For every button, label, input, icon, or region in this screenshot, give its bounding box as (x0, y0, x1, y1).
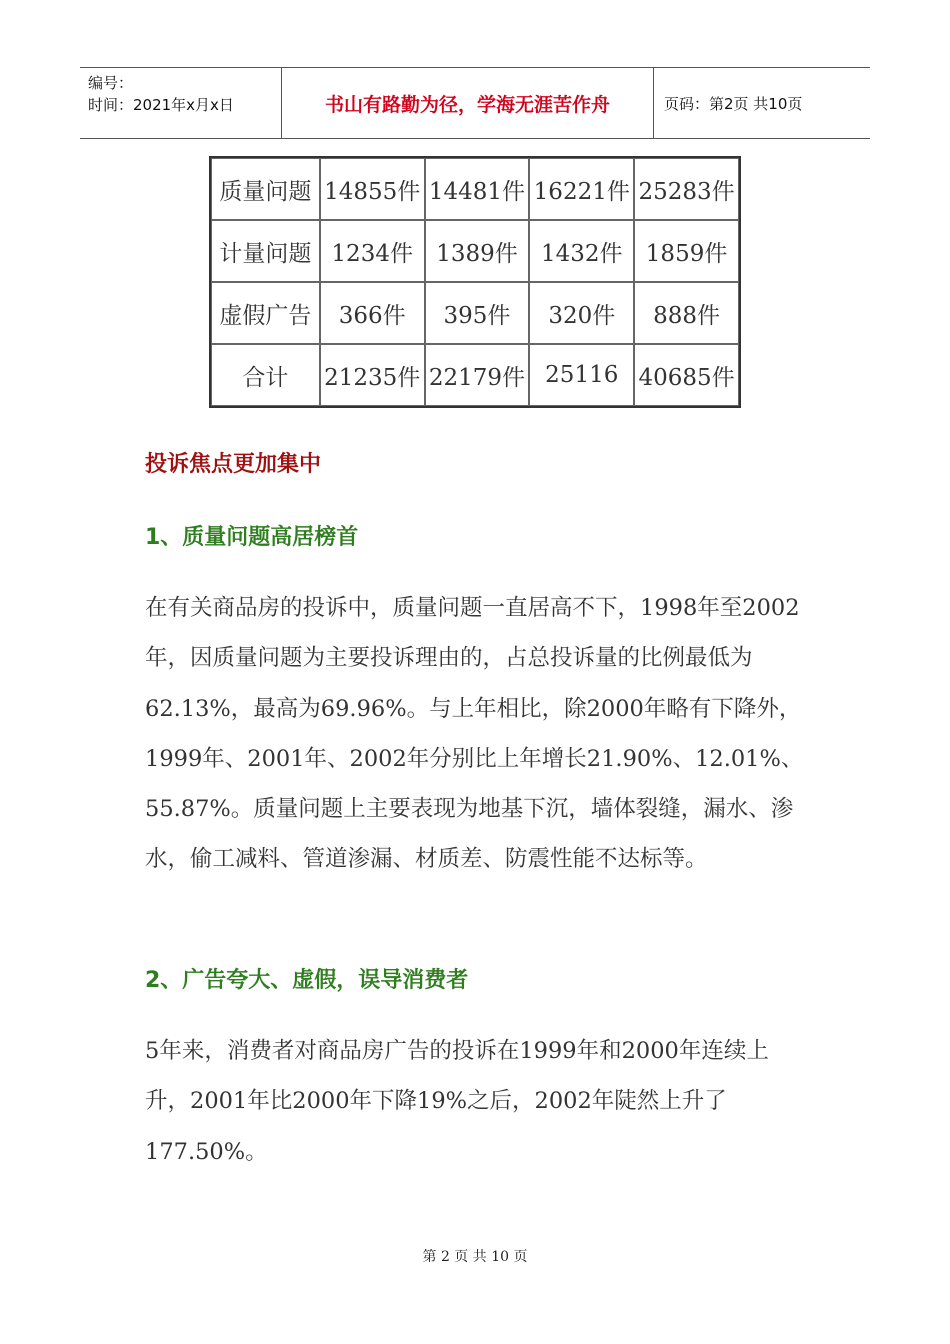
table-cell: 16221件 (529, 158, 634, 220)
table-cell: 320件 (529, 282, 634, 344)
table-cell: 1859件 (634, 220, 739, 282)
table-row-header-cell: 质量问题 (211, 158, 320, 220)
table-cell: 25116 (529, 344, 634, 406)
table-cell: 888件 (634, 282, 739, 344)
header-info-cell (80, 68, 282, 138)
table-cell: 22179件 (425, 344, 530, 406)
table-row (211, 282, 739, 344)
table-row-header-cell: 计量问题 (211, 220, 320, 282)
table-cell: 366件 (320, 282, 425, 344)
table-cell: 1234件 (320, 220, 425, 282)
table-cell: 40685件 (634, 344, 739, 406)
document-time-label: 时间：2021年x月x日 (88, 96, 234, 114)
table-cell: 14481件 (425, 158, 530, 220)
header-page-code: 页码：第2页 共10页 (664, 94, 803, 113)
table-cell: 1432件 (529, 220, 634, 282)
table-row-header-cell: 虚假广告 (211, 282, 320, 344)
subheading-false-advertising: 2、广告夸大、虚假，误导消费者 (145, 968, 469, 993)
table-row (211, 158, 739, 220)
table-cell: 14855件 (320, 158, 425, 220)
document-number-label: 编号： (88, 74, 134, 92)
page-footer: 第 2 页 共 10 页 (422, 1249, 528, 1265)
complaint-statistics-table (209, 156, 741, 408)
table-cell: 21235件 (320, 344, 425, 406)
header-motto: 书山有路勤为径，学海无涯苦作舟 (282, 68, 654, 138)
table-cell: 1389件 (425, 220, 530, 282)
table-row-header-cell: 合计 (211, 344, 320, 406)
table-row (211, 344, 739, 406)
paragraph-false-advertising: 5年来，消费者对商品房广告的投诉在1999年和2000年连续上升，2001年比2000年下降19%之后，2002年陡然上升了177.50%。 (145, 1038, 769, 1165)
paragraph-quality-issues: 在有关商品房的投诉中，质量问题一直居高不下，1998年至2002年，因质量问题为主要投诉理由的，占总投诉量的比例最低为62.13%，最高为69.96%。与上年相比，除2000年略有下降外，1999年、2001年、2002年分别比上年增长21.90%、12.01%、55.87%。质量问题上主要表现为地基下沉，墙体裂缝，漏水、渗水，偷工减料、管道渗漏、材质差、防震性能不达标等。 (145, 595, 804, 873)
table-cell: 395件 (425, 282, 530, 344)
subheading-quality-issues: 1、质量问题高居榜首 (145, 525, 359, 550)
table-row (211, 220, 739, 282)
page-header (80, 67, 870, 139)
table-cell: 25283件 (634, 158, 739, 220)
section-title: 投诉焦点更加集中 (145, 452, 322, 477)
